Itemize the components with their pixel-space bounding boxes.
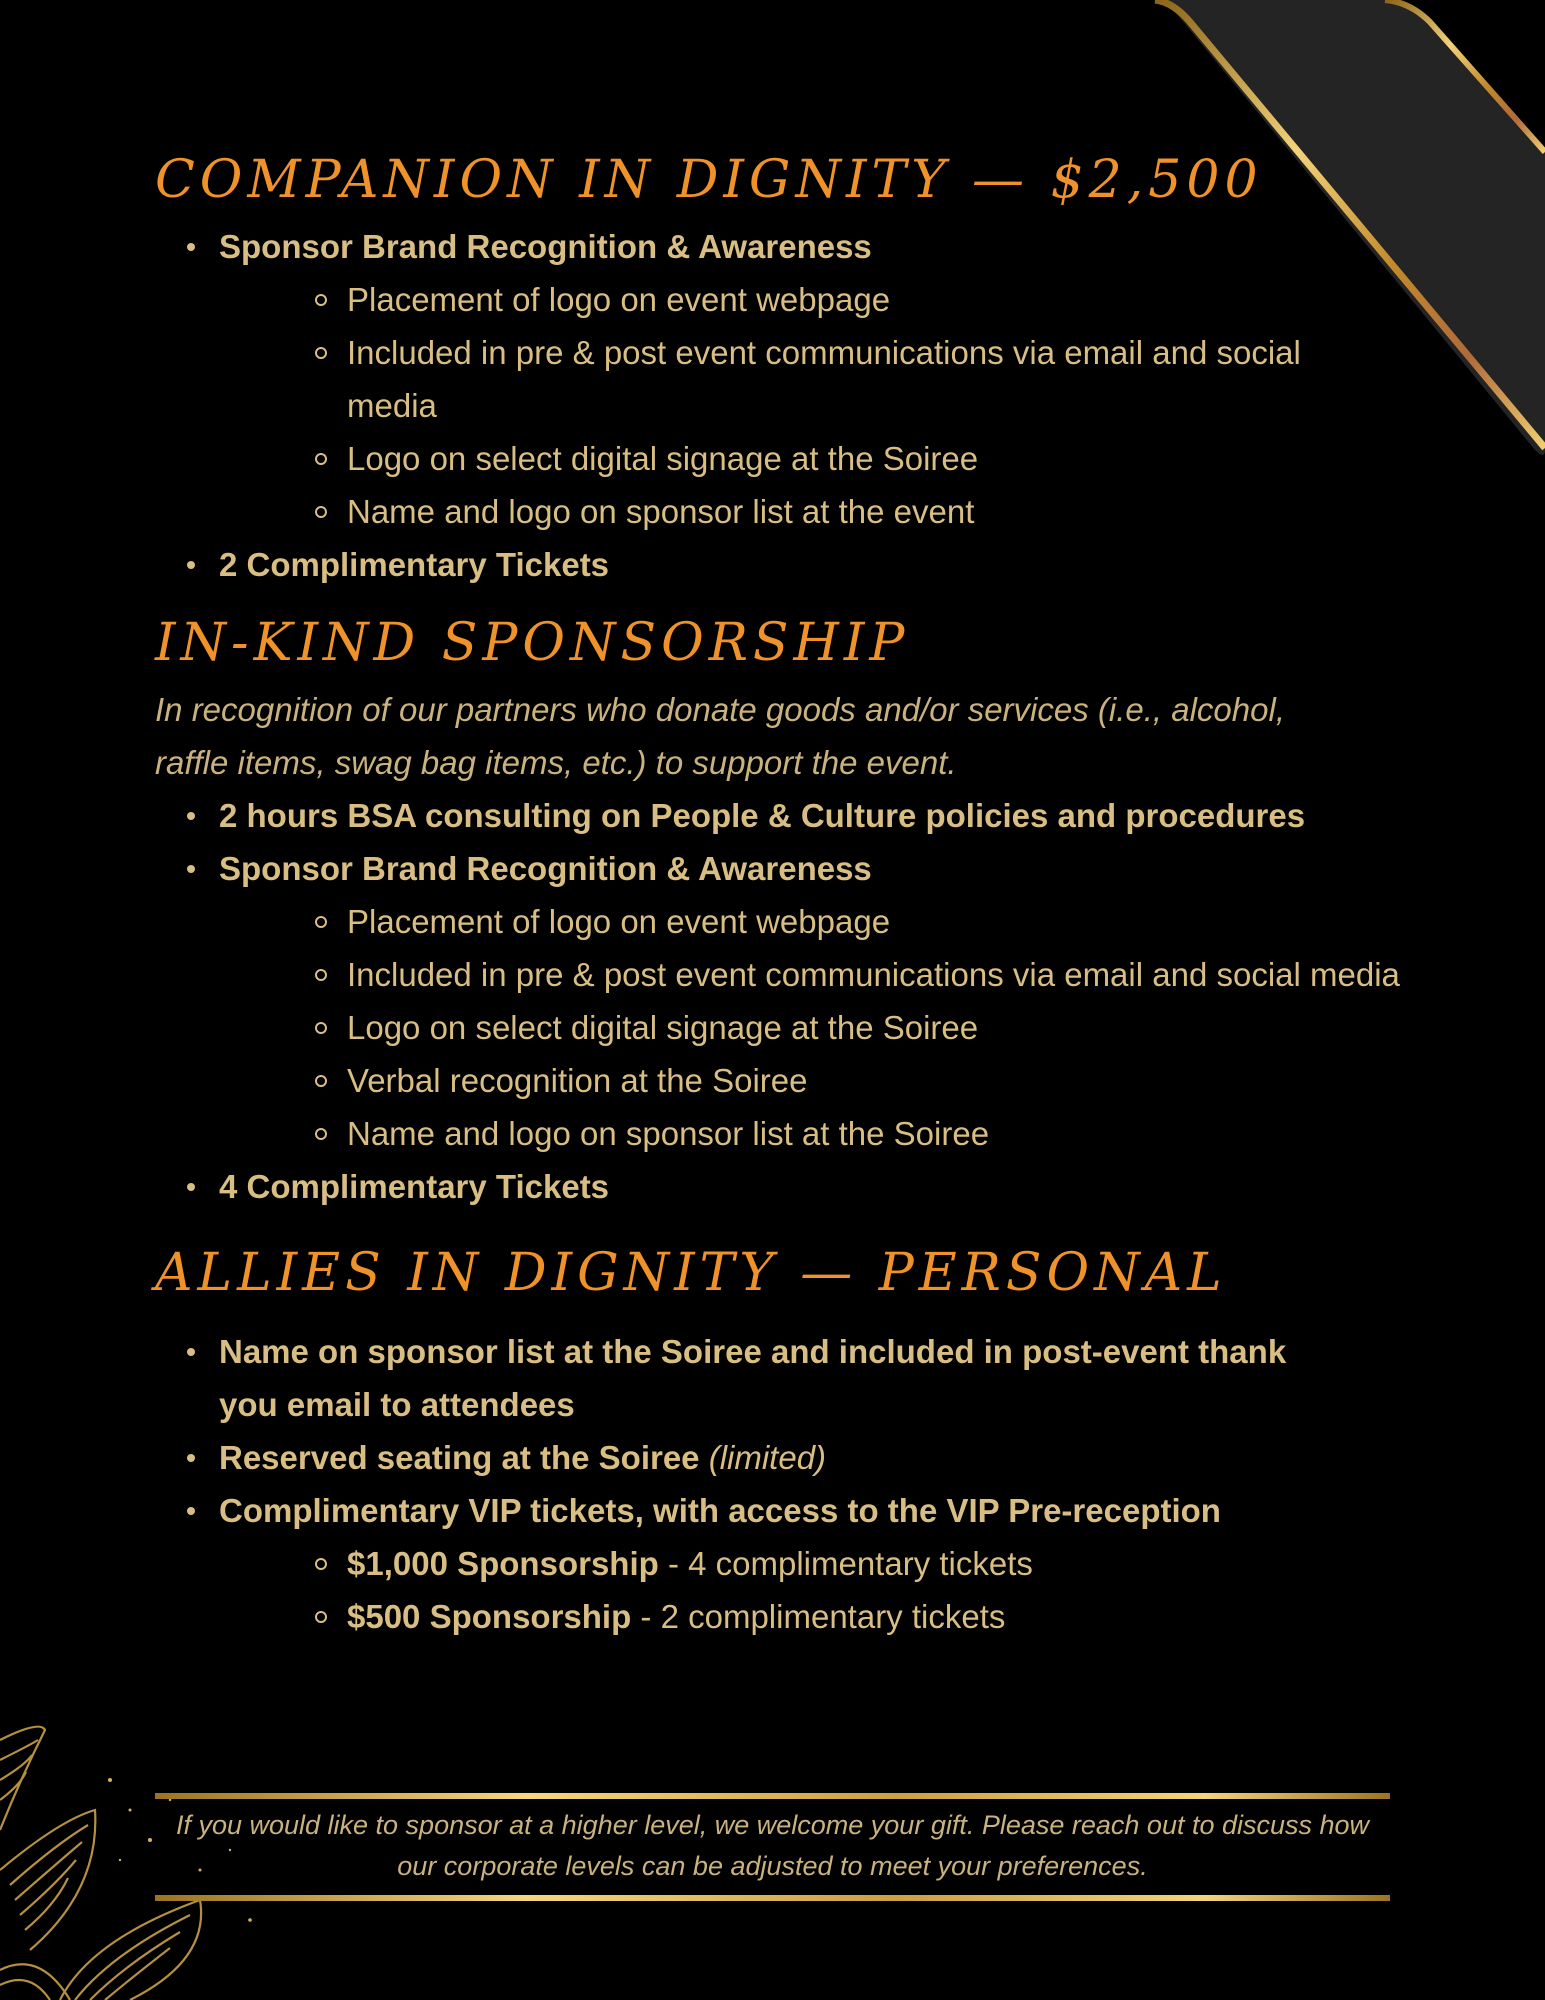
inkind-section-title: IN-KIND SPONSORSHIP — [155, 613, 910, 673]
list-item: Included in pre & post event communications via email and social media — [219, 326, 1445, 432]
tier-amount: $500 Sponsorship — [347, 1598, 632, 1635]
list-item — [155, 220, 1445, 538]
list-item: Included in pre & post event communications via email and social media — [219, 948, 1445, 1001]
allies-section-title: ALLIES IN DIGNITY — PERSONAL — [155, 1243, 1227, 1303]
inkind-brand-sublist — [219, 895, 1445, 1160]
list-item: 4 Complimentary Tickets — [155, 1160, 1445, 1213]
reserved-seating-label: Reserved seating at the Soiree — [219, 1439, 700, 1476]
list-item — [155, 1484, 1445, 1643]
vip-tickets-label: Complimentary VIP tickets, with access to the VIP Pre-reception — [219, 1492, 1221, 1529]
companion-brand-sublist — [219, 273, 1445, 538]
inkind-brand-recognition-label: Sponsor Brand Recognition & Awareness — [219, 850, 872, 887]
list-item: Placement of logo on event webpage — [219, 895, 1445, 948]
footer-bottom-rule — [155, 1895, 1390, 1901]
list-item — [155, 842, 1445, 1160]
list-item: Verbal recognition at the Soiree — [219, 1054, 1445, 1107]
list-item: Placement of logo on event webpage — [219, 273, 1445, 326]
list-item: Logo on select digital signage at the Soiree — [219, 432, 1445, 485]
companion-section-title: COMPANION IN DIGNITY — $2,500 — [155, 150, 1263, 210]
list-item: Name and logo on sponsor list at the event — [219, 485, 1445, 538]
list-item: Logo on select digital signage at the Soiree — [219, 1001, 1445, 1054]
list-item: 2 hours BSA consulting on People & Culture policies and procedures — [155, 789, 1445, 842]
allies-benefits-list — [155, 1325, 1445, 1643]
sponsorship-tiers-list — [219, 1537, 1445, 1643]
list-item: Name and logo on sponsor list at the Soiree — [219, 1107, 1445, 1160]
footer-note — [155, 1793, 1390, 1901]
tier-detail: - 2 complimentary tickets — [631, 1598, 1006, 1635]
tier-amount: $1,000 Sponsorship — [347, 1545, 659, 1582]
companion-benefits-list — [155, 220, 1445, 591]
tier-detail: - 4 complimentary tickets — [658, 1545, 1033, 1582]
tier-item-1000 — [219, 1537, 1445, 1590]
main-content — [155, 140, 1445, 1643]
companion-brand-recognition-label: Sponsor Brand Recognition & Awareness — [219, 228, 872, 265]
list-item: 2 Complimentary Tickets — [155, 538, 1445, 591]
inkind-intro-text: In recognition of our partners who donate goods and/or services (i.e., alcohol, raffle items, swag bag items, etc.) to support the event. — [155, 691, 1285, 781]
tier-item-500 — [219, 1590, 1445, 1643]
list-item — [155, 1431, 1445, 1484]
inkind-benefits-list — [155, 789, 1445, 1213]
limited-note: (limited) — [708, 1439, 827, 1476]
footer-text: If you would like to sponsor at a higher level, we welcome your gift. Please reach out to discuss how our corporate levels can be adjusted to meet your preferences. — [175, 1810, 1370, 1881]
list-item: Name on sponsor list at the Soiree and included in post-event thank you email to attendees — [155, 1325, 1445, 1431]
